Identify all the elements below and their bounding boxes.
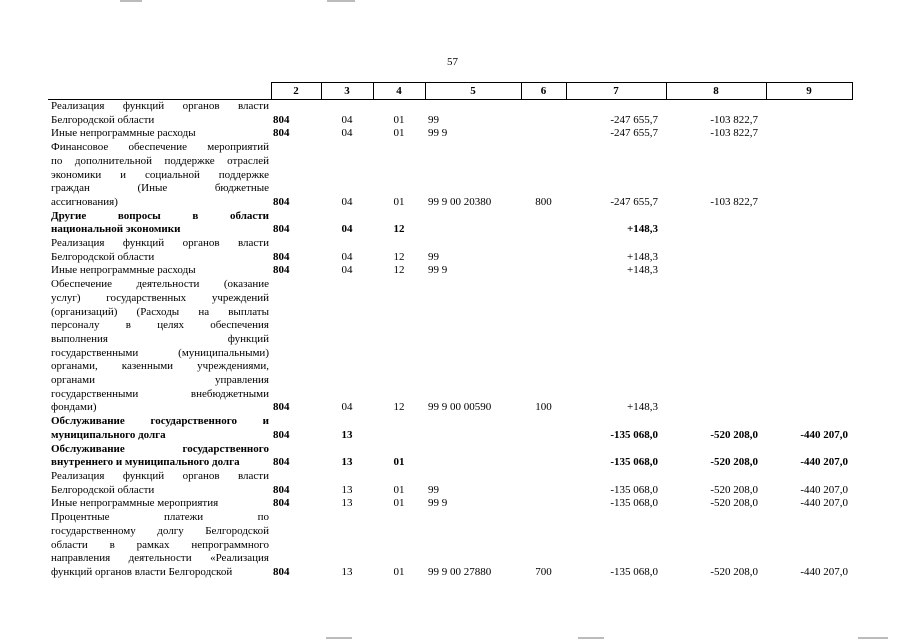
subsection-code-cell: 01 (393, 456, 405, 469)
description-line: граждан (Иные бюджетные (51, 182, 269, 195)
table-row (48, 100, 852, 128)
section-code-cell: 04 (341, 195, 353, 208)
amount-col7-cell: -247 655,7 (610, 195, 658, 208)
amount-col9-cell: -440 207,0 (800, 565, 848, 578)
scan-mark-bottom-mid (578, 637, 604, 639)
target-article-cell: 99 9 (428, 127, 448, 140)
scan-mark-bottom-left (326, 637, 352, 639)
description-line: Финансовое обеспечение мероприятий (51, 141, 269, 154)
expense-type-cell (521, 497, 566, 511)
amount-col7-cell: -135 068,0 (610, 456, 658, 469)
target-article-cell: 99 9 00 27880 (428, 565, 492, 578)
subsection-code-cell: 01 (393, 195, 405, 208)
row-description (48, 141, 271, 210)
target-article-cell (425, 415, 521, 442)
amount-col7-cell: -135 068,0 (610, 565, 658, 578)
table-row (48, 497, 852, 511)
section-code-cell: 04 (341, 223, 353, 236)
scan-mark-top-mid (327, 0, 355, 2)
description-line: выполнения функций (51, 332, 269, 345)
description-line: персоналу в целях обеспечения (51, 319, 269, 332)
subsection-code-cell: 12 (393, 250, 405, 263)
admin-code-cell: 804 (273, 264, 290, 277)
amount-col9-cell: -440 207,0 (800, 497, 848, 510)
row-description (48, 278, 271, 415)
amount-col8-cell: -103 822,7 (710, 127, 758, 140)
header-cell-8: 8 (666, 83, 766, 100)
table-row (48, 470, 852, 497)
table-row (48, 415, 852, 442)
description-line: по дополнительной поддержке отраслей (51, 154, 269, 167)
description-line: Обслуживание государственного (51, 442, 269, 455)
admin-code-cell: 804 (273, 456, 290, 469)
scan-mark-top-left (120, 0, 142, 2)
amount-col8-cell (666, 278, 766, 415)
row-description (48, 237, 271, 264)
table-row (48, 210, 852, 237)
description-line: Обслуживание государственного и (51, 415, 269, 428)
amount-col8-cell (666, 210, 766, 237)
subsection-code-cell: 01 (393, 483, 405, 496)
target-article-cell: 99 9 00 00590 (428, 401, 492, 414)
amount-col9-cell (766, 141, 852, 210)
amount-col9-cell: -440 207,0 (800, 483, 848, 496)
amount-col8-cell (666, 237, 766, 264)
header-cell-9: 9 (766, 83, 852, 100)
description-line: национальной экономики (51, 223, 181, 236)
section-code-cell: 04 (341, 250, 353, 263)
table-header-row (48, 83, 852, 100)
expense-type-cell (521, 237, 566, 264)
expense-type-cell (521, 470, 566, 497)
table-body (48, 100, 852, 580)
amount-col9-cell (766, 237, 852, 264)
amount-col7-cell: +148,3 (627, 401, 658, 414)
amount-col9-cell: -440 207,0 (800, 428, 848, 441)
amount-col9-cell: -440 207,0 (800, 456, 848, 469)
description-line: органами управления (51, 374, 269, 387)
section-code-cell: 13 (341, 483, 353, 496)
section-code-cell: 13 (341, 456, 353, 469)
amount-col7-cell: +148,3 (627, 250, 658, 263)
row-description (48, 210, 271, 237)
table-row (48, 264, 852, 278)
expense-type-cell (521, 415, 566, 442)
description-line: экономики и социальной поддержке (51, 168, 269, 181)
amount-col8-cell: -520 208,0 (710, 497, 758, 510)
admin-code-cell: 804 (273, 113, 290, 126)
header-cell-4: 4 (373, 83, 425, 100)
section-code-cell: 04 (341, 401, 353, 414)
expense-type-cell: 800 (535, 195, 552, 208)
header-cell-1 (48, 83, 271, 100)
description-line: Иные непрограммные мероприятия (51, 497, 219, 510)
row-description (48, 415, 271, 442)
subsection-code-cell: 12 (393, 223, 405, 236)
expense-type-cell: 100 (535, 401, 552, 414)
description-line: органами, казенными учреждениями, (51, 360, 269, 373)
table-row (48, 237, 852, 264)
row-description (48, 470, 271, 497)
target-article-cell (425, 210, 521, 237)
row-description (48, 127, 271, 141)
target-article-cell: 99 9 (428, 264, 448, 277)
subsection-code-cell: 01 (393, 497, 405, 510)
subsection-code-cell (373, 415, 425, 442)
subsection-code-cell: 12 (393, 401, 405, 414)
admin-code-cell: 804 (273, 127, 290, 140)
description-line: внутреннего и муниципального долга (51, 456, 240, 469)
admin-code-cell: 804 (273, 497, 290, 510)
description-line: ассигнования) (51, 195, 118, 208)
header-cell-5: 5 (425, 83, 521, 100)
subsection-code-cell: 12 (393, 264, 405, 277)
table-row (48, 278, 852, 415)
description-line: (организаций) (Расходы на выплаты (51, 305, 269, 318)
amount-col8-cell: -103 822,7 (710, 195, 758, 208)
target-article-cell (425, 443, 521, 470)
description-line: функций органов власти Белгородской (51, 565, 233, 578)
amount-col9-cell (766, 278, 852, 415)
expense-type-cell (521, 443, 566, 470)
amount-col8-cell: -103 822,7 (710, 113, 758, 126)
budget-table (48, 82, 853, 580)
description-line: Реализация функций органов власти (51, 100, 269, 112)
amount-col7-cell: -135 068,0 (610, 483, 658, 496)
description-line: Иные непрограммные расходы (51, 127, 196, 140)
expense-type-cell (521, 210, 566, 237)
subsection-code-cell: 01 (393, 113, 405, 126)
description-line: Процентные платежи по (51, 511, 269, 524)
description-line: области в рамках непрограммного (51, 538, 269, 551)
expense-type-cell (521, 100, 566, 128)
amount-col9-cell (766, 264, 852, 278)
target-article-cell: 99 (428, 483, 439, 496)
amount-col8-cell (666, 264, 766, 278)
expense-type-cell: 700 (535, 565, 552, 578)
description-line: Белгородской области (51, 250, 155, 263)
subsection-code-cell: 01 (393, 127, 405, 140)
amount-col7-cell: +148,3 (627, 264, 658, 277)
table-row (48, 127, 852, 141)
description-line: Другие вопросы в области (51, 209, 269, 222)
row-description (48, 497, 271, 511)
scan-mark-bottom-right (858, 637, 888, 639)
description-line: направления деятельности «Реализация (51, 552, 269, 565)
amount-col9-cell (766, 100, 852, 128)
table-row (48, 511, 852, 580)
amount-col9-cell (766, 210, 852, 237)
amount-col8-cell: -520 208,0 (710, 456, 758, 469)
row-description (48, 443, 271, 470)
description-line: Реализация функций органов власти (51, 469, 269, 482)
amount-col7-cell: +148,3 (626, 223, 658, 236)
table-row (48, 443, 852, 470)
header-cell-3: 3 (321, 83, 373, 100)
row-description (48, 264, 271, 278)
admin-code-cell: 804 (273, 483, 290, 496)
subsection-code-cell: 01 (393, 565, 405, 578)
section-code-cell: 13 (341, 497, 353, 510)
section-code-cell: 13 (341, 565, 353, 578)
admin-code-cell: 804 (273, 565, 290, 578)
description-line: услуг) государственных учреждений (51, 291, 269, 304)
amount-col7-cell: -247 655,7 (610, 127, 658, 140)
section-code-cell: 13 (341, 428, 353, 441)
header-cell-7: 7 (566, 83, 666, 100)
expense-type-cell (521, 264, 566, 278)
admin-code-cell: 804 (273, 223, 290, 236)
description-line: Реализация функций органов власти (51, 237, 269, 250)
row-description (48, 100, 271, 128)
row-description (48, 511, 271, 580)
expense-type-cell (521, 127, 566, 141)
admin-code-cell: 804 (273, 401, 290, 414)
description-line: Обеспечение деятельности (оказание (51, 278, 269, 291)
description-line: государственными внебюджетными (51, 387, 269, 400)
description-line: государственному долгу Белгородской (51, 524, 269, 537)
description-line: государственными (муниципальными) (51, 346, 269, 359)
page-number: 57 (447, 56, 458, 68)
description-line: Иные непрограммные расходы (51, 264, 196, 277)
description-line: Белгородской области (51, 113, 155, 126)
admin-code-cell: 804 (273, 250, 290, 263)
section-code-cell: 04 (341, 113, 353, 126)
description-line: муниципального долга (51, 428, 166, 441)
target-article-cell: 99 9 00 20380 (428, 195, 492, 208)
header-cell-2: 2 (271, 83, 321, 100)
amount-col7-cell: -135 068,0 (610, 497, 658, 510)
section-code-cell: 04 (341, 127, 353, 140)
description-line: фондами) (51, 401, 97, 414)
admin-code-cell: 804 (273, 195, 290, 208)
amount-col7-cell: -135 068,0 (610, 428, 658, 441)
table-row (48, 141, 852, 210)
section-code-cell: 04 (341, 264, 353, 277)
header-cell-6: 6 (521, 83, 566, 100)
amount-col8-cell: -520 208,0 (710, 483, 758, 496)
target-article-cell: 99 (428, 250, 439, 263)
amount-col8-cell: -520 208,0 (710, 565, 758, 578)
amount-col9-cell (766, 127, 852, 141)
description-line: Белгородской области (51, 483, 155, 496)
amount-col8-cell: -520 208,0 (710, 428, 758, 441)
admin-code-cell: 804 (273, 428, 290, 441)
target-article-cell: 99 9 (428, 497, 448, 510)
target-article-cell: 99 (428, 113, 439, 126)
amount-col7-cell: -247 655,7 (610, 113, 658, 126)
